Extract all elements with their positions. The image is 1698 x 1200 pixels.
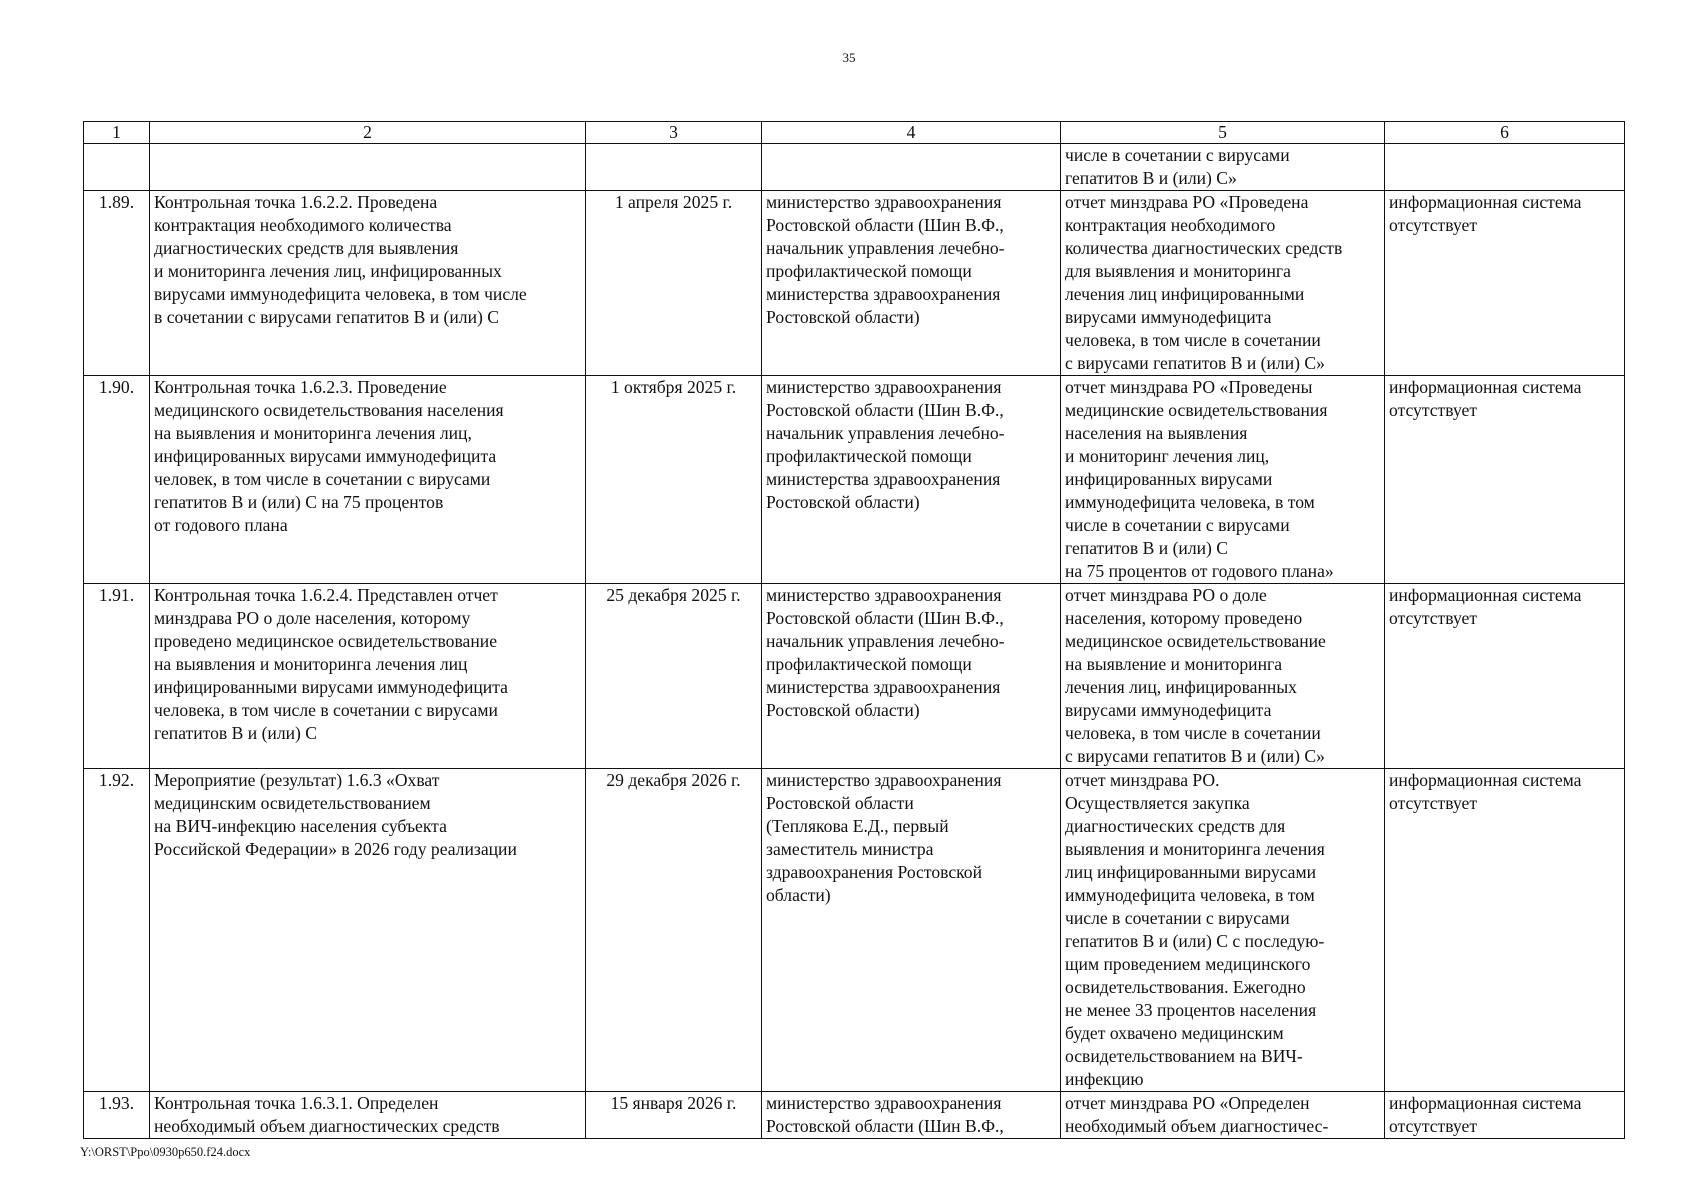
row-document: отчет минздрава РО «Проведены медицинские освидетельствования населения на выявления и мониторинг лечения лиц, инфицированных вирусами иммунодефицита человека, в том числе в сочетании с вирусами гепатитов В и (или) С на 75 процентов от годового плана» bbox=[1061, 376, 1385, 584]
row-responsible: министерство здравоохранения Ростовской области (Шин В.Ф., начальник управления лечебно- профилактической помощи министерства здравоохранения Ростовской области) bbox=[762, 584, 1061, 769]
row-name: Контрольная точка 1.6.3.1. Определен необходимый объем диагностических средств bbox=[150, 1092, 586, 1139]
row-number: 1.89. bbox=[84, 191, 150, 376]
header-col-4: 4 bbox=[762, 122, 1061, 144]
row-number: 1.90. bbox=[84, 376, 150, 584]
header-col-5: 5 bbox=[1061, 122, 1385, 144]
table-row bbox=[84, 191, 1625, 376]
row-number: 1.91. bbox=[84, 584, 150, 769]
row-document: отчет минздрава РО о доле населения, которому проведено медицинское освидетельствование на выявление и мониторинга лечения лиц, инфицированных вирусами иммунодефицита человека, в том числе в сочетании с вирусами гепатитов В и (или) С» bbox=[1061, 584, 1385, 769]
row-document: отчет минздрава РО. Осуществляется закупка диагностических средств для выявления и мониторинга лечения лиц инфицированными вирусами иммунодефицита человека, в том числе в сочетании с вирусами гепатитов В и (или) С с последую- щим проведением медицинского освидетельствования. Ежегодно не менее 33 процентов населения будет охвачено медицинским освидетельствованием на ВИЧ- инфекцию bbox=[1061, 769, 1385, 1092]
row-document: отчет минздрава РО «Определен необходимый объем диагностичес- bbox=[1061, 1092, 1385, 1139]
row-number bbox=[84, 144, 150, 191]
row-document: отчет минздрава РО «Проведена контрактация необходимого количества диагностических средств для выявления и мониторинга лечения лиц инфицированными вирусами иммунодефицита человека, в том числе в сочетании с вирусами гепатитов В и (или) С» bbox=[1061, 191, 1385, 376]
table-row bbox=[84, 769, 1625, 1092]
row-date bbox=[586, 144, 762, 191]
row-number: 1.92. bbox=[84, 769, 150, 1092]
row-system: информационная система отсутствует bbox=[1385, 1092, 1625, 1139]
row-system: информационная система отсутствует bbox=[1385, 376, 1625, 584]
header-col-1: 1 bbox=[84, 122, 150, 144]
row-responsible: министерство здравоохранения Ростовской области (Теплякова Е.Д., первый заместитель министра здравоохранения Ростовской области) bbox=[762, 769, 1061, 1092]
row-system: информационная система отсутствует bbox=[1385, 584, 1625, 769]
row-date: 15 января 2026 г. bbox=[586, 1092, 762, 1139]
row-responsible bbox=[762, 144, 1061, 191]
row-name: Контрольная точка 1.6.2.3. Проведение медицинского освидетельствования населения на выявления и мониторинга лечения лиц, инфицированных вирусами иммунодефицита человек, в том числе в сочетании с вирусами гепатитов В и (или) С на 75 процентов от годового плана bbox=[150, 376, 586, 584]
row-system bbox=[1385, 144, 1625, 191]
header-col-3: 3 bbox=[586, 122, 762, 144]
row-responsible: министерство здравоохранения Ростовской области (Шин В.Ф., bbox=[762, 1092, 1061, 1139]
plan-table bbox=[83, 121, 1625, 1139]
footer-file-path: Y:\ORST\Ppo\0930p650.f24.docx bbox=[80, 1145, 251, 1159]
header-col-6: 6 bbox=[1385, 122, 1625, 144]
row-system: информационная система отсутствует bbox=[1385, 191, 1625, 376]
row-name bbox=[150, 144, 586, 191]
table-row bbox=[84, 1092, 1625, 1139]
row-name: Контрольная точка 1.6.2.2. Проведена контрактация необходимого количества диагностических средств для выявления и мониторинга лечения лиц, инфицированных вирусами иммунодефицита человека, в том числе в сочетании с вирусами гепатитов В и (или) С bbox=[150, 191, 586, 376]
row-name: Мероприятие (результат) 1.6.3 «Охват медицинским освидетельствованием на ВИЧ-инфекцию населения субъекта Российской Федерации» в 2026 году реализации bbox=[150, 769, 586, 1092]
table-row bbox=[84, 376, 1625, 584]
row-date: 1 апреля 2025 г. bbox=[586, 191, 762, 376]
row-date: 1 октября 2025 г. bbox=[586, 376, 762, 584]
row-name: Контрольная точка 1.6.2.4. Представлен отчет минздрава РО о доле населения, которому проведено медицинское освидетельствование на выявления и мониторинга лечения лиц инфицированными вирусами иммунодефицита человека, в том числе в сочетании с вирусами гепатитов В и (или) С bbox=[150, 584, 586, 769]
row-system: информационная система отсутствует bbox=[1385, 769, 1625, 1092]
row-number: 1.93. bbox=[84, 1092, 150, 1139]
row-responsible: министерство здравоохранения Ростовской области (Шин В.Ф., начальник управления лечебно- профилактической помощи министерства здравоохранения Ростовской области) bbox=[762, 376, 1061, 584]
row-date: 29 декабря 2026 г. bbox=[586, 769, 762, 1092]
table-row bbox=[84, 584, 1625, 769]
row-date: 25 декабря 2025 г. bbox=[586, 584, 762, 769]
page-number: 35 bbox=[842, 50, 856, 65]
table-row bbox=[84, 144, 1625, 191]
row-document: числе в сочетании с вирусами гепатитов В и (или) С» bbox=[1061, 144, 1385, 191]
row-responsible: министерство здравоохранения Ростовской области (Шин В.Ф., начальник управления лечебно- профилактической помощи министерства здравоохранения Ростовской области) bbox=[762, 191, 1061, 376]
header-row bbox=[84, 122, 1625, 144]
header-col-2: 2 bbox=[150, 122, 586, 144]
